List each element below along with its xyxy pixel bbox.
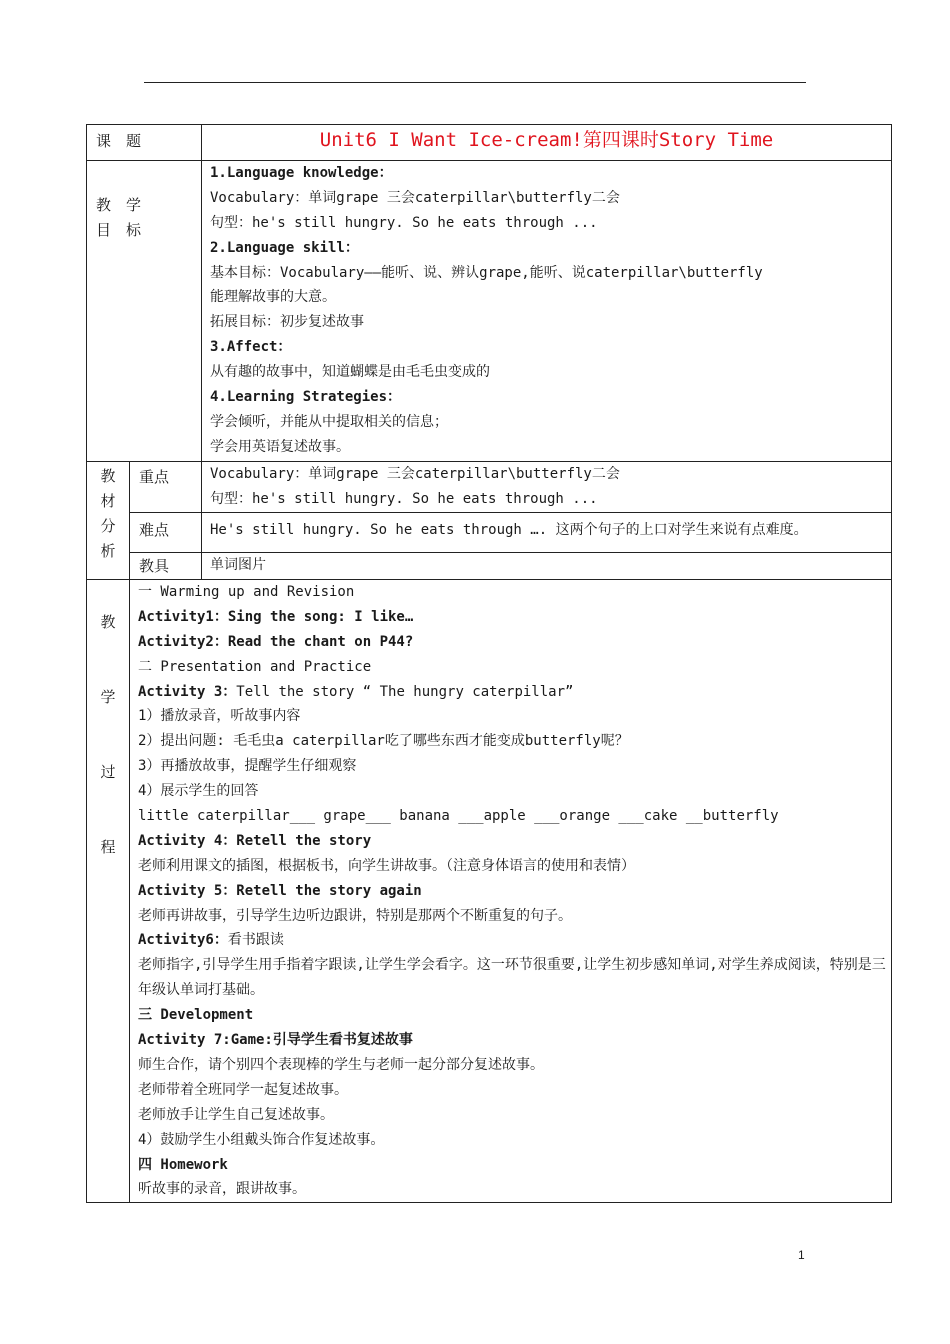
process-line: 老师再讲故事，引导学生边听边跟讲，特别是那两个不断重复的句子。 <box>138 907 572 924</box>
process-line: Activity 4：Retell the story <box>138 832 372 849</box>
process-line: little caterpillar___ grape___ banana ___apple ___orange ___cake __butterfly <box>138 808 779 825</box>
difficulty-content <box>202 513 892 553</box>
analysis-label-char: 教 <box>100 467 116 485</box>
analysis-label-char: 析 <box>100 542 116 560</box>
page-number: 1 <box>798 1248 805 1262</box>
analysis-label-chars <box>87 464 129 564</box>
process-content <box>130 580 892 1203</box>
objective-line: 3.Affect： <box>210 339 292 356</box>
key-points-label: 重点 <box>130 462 202 513</box>
analysis-label-char: 分 <box>100 517 116 535</box>
process-line: 一 Warming up and Revision <box>138 584 355 600</box>
activity-description: 看书跟读 <box>227 932 284 949</box>
key-points-content <box>202 462 892 513</box>
process-label-char: 教 <box>100 613 116 631</box>
objective-line: 拓展目标：初步复述故事 <box>210 314 364 331</box>
activity-description: Tell the story “ The hungry caterpillar” <box>236 683 574 700</box>
header-rule <box>144 82 806 83</box>
lesson-plan-table <box>86 124 892 1203</box>
objectives-lines <box>202 161 891 455</box>
process-line: 四 Homework <box>138 1156 228 1173</box>
objective-line: Vocabulary：单词grape 三会caterpillar\butterfly二会 <box>210 189 620 206</box>
difficulty-label: 难点 <box>130 513 202 553</box>
objective-line: 2.Language skill： <box>210 239 359 256</box>
difficulty-row <box>87 513 892 553</box>
process-line: 老师利用课文的插图，根据板书，向学生讲故事。（注意身体语言的使用和表情） <box>138 857 635 874</box>
analysis-label <box>87 462 130 580</box>
objective-line: 学会倾听，并能从中提取相关的信息； <box>210 413 448 430</box>
process-line: 老师指字,引导学生用手指着字跟读,让学生学会看字。这一环节很重要,让学生初步感知单词,对学生养成阅读，特别是三年级认单词打基础。 <box>138 957 886 999</box>
objectives-content <box>202 161 892 462</box>
process-line: 老师放手让学生自己复述故事。 <box>138 1106 334 1123</box>
title-row <box>87 125 892 161</box>
process-label <box>87 580 130 1203</box>
lesson-title: Unit6 I Want Ice-cream!第四课时Story Time <box>202 125 892 161</box>
objective-line: 1.Language knowledge： <box>210 165 393 181</box>
process-line: 3）再播放故事，提醒学生仔细观察 <box>138 758 357 775</box>
process-line: 2）提出问题: 毛毛虫a caterpillar吃了哪些东西才能变成butterfly呢？ <box>138 733 629 750</box>
tools-label: 教具 <box>130 553 202 580</box>
process-line: 三 Development <box>138 1007 254 1024</box>
difficulty-text: He's still hungry. So he eats through …. 这两个句子的上口对学生来说有点难度。 <box>210 522 808 538</box>
key-point-line-1: Vocabulary：单词grape 三会caterpillar\butterfly二会 <box>210 466 620 482</box>
objectives-label <box>87 161 202 462</box>
objective-line: 4.Learning Strategies： <box>210 389 402 406</box>
objective-line: 学会用英语复述故事。 <box>210 438 350 455</box>
process-line: 1）播放录音，听故事内容 <box>138 708 301 725</box>
activity-title: Activity 3： <box>138 683 237 700</box>
topic-label: 课 题 <box>87 125 202 161</box>
process-line: 老师带着全班同学一起复述故事。 <box>138 1081 348 1098</box>
process-line: 师生合作，请个别四个表现棒的学生与老师一起分部分复述故事。 <box>138 1056 544 1073</box>
process-line: 4）鼓励学生小组戴头饰合作复述故事。 <box>138 1131 385 1148</box>
tools-text: 单词图片 <box>210 557 266 573</box>
process-line: Activity 7:Game:引导学生看书复述故事 <box>138 1032 413 1049</box>
tools-content <box>202 553 892 580</box>
analysis-label-char: 材 <box>100 492 116 510</box>
process-line <box>138 680 891 705</box>
key-points-row <box>87 462 892 513</box>
objective-line: 句型：he's still hungry. So he eats through ... <box>210 214 598 231</box>
process-line <box>138 928 891 953</box>
process-label-char: 学 <box>100 688 116 706</box>
process-line: 二 Presentation and Practice <box>138 658 372 675</box>
objective-line: 从有趣的故事中，知道蝴蝶是由毛毛虫变成的 <box>210 364 490 381</box>
objectives-row <box>87 161 892 462</box>
activity-title: Activity6： <box>138 932 228 949</box>
process-label-chars <box>87 610 129 910</box>
key-point-line-2: 句型：he's still hungry. So he eats through ... <box>210 490 598 507</box>
process-line: Activity1：Sing the song: I like… <box>138 608 414 625</box>
tools-row <box>87 553 892 580</box>
process-line: 听故事的录音，跟讲故事。 <box>138 1181 306 1198</box>
process-row <box>87 580 892 1203</box>
objective-line: 基本目标：Vocabulary——能听、说、辨认grape,能听、说caterpillar\butterfly <box>210 264 763 281</box>
objective-line: 能理解故事的大意。 <box>210 289 336 306</box>
objectives-label-line2: 目 标 <box>96 221 145 239</box>
process-label-char: 程 <box>100 838 116 856</box>
objectives-label-line1: 教 学 <box>96 196 145 214</box>
process-lines <box>130 580 891 1198</box>
process-label-char: 过 <box>100 763 116 781</box>
process-line: 4）展示学生的回答 <box>138 783 259 800</box>
process-line: Activity 5：Retell the story again <box>138 882 422 899</box>
process-line: Activity2：Read the chant on P44? <box>138 633 414 650</box>
